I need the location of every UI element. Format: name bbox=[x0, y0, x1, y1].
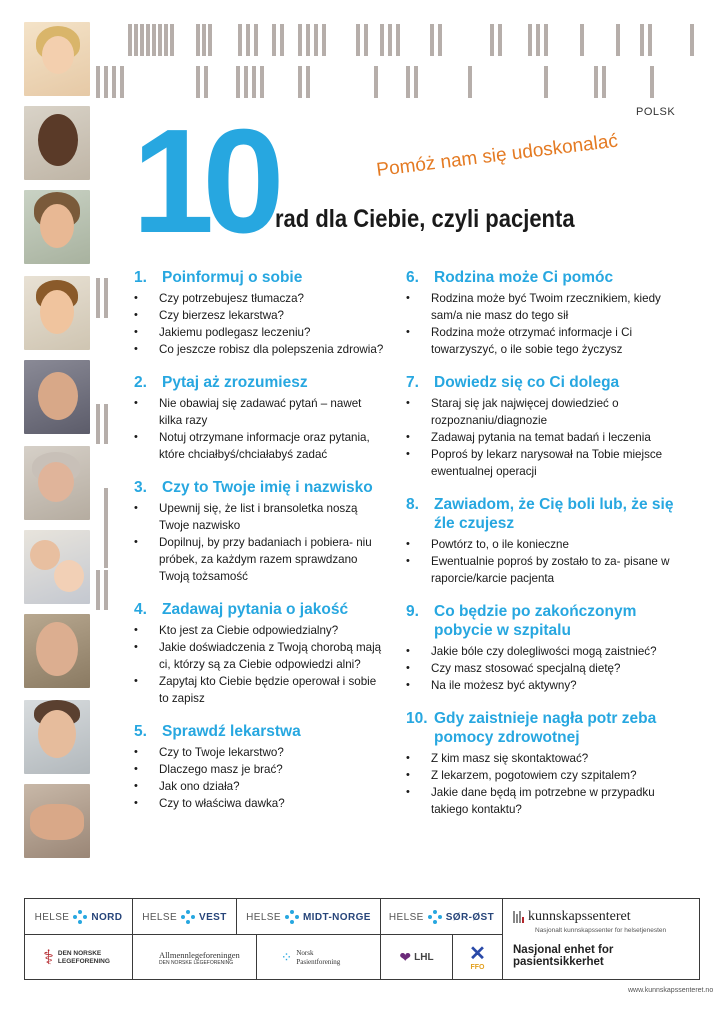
barcode-bar bbox=[648, 24, 652, 56]
barcode-bar bbox=[650, 66, 654, 98]
org-name: LHL bbox=[414, 952, 434, 963]
staff-icon: ⚕ bbox=[43, 947, 54, 969]
logo-legeforening bbox=[25, 935, 133, 980]
list-item: • Czy to Twoje lekarstwo? bbox=[134, 744, 384, 761]
barcode-bar bbox=[202, 24, 206, 56]
tip-title bbox=[406, 373, 676, 392]
barcode-bar bbox=[498, 24, 502, 56]
logo-pasientforening bbox=[257, 935, 381, 980]
list-item: • Staraj się jak najwięcej dowiedzieć o rozpoznaniu/diagnozie bbox=[406, 395, 676, 429]
barcode-bar bbox=[104, 278, 108, 318]
barcode-bar bbox=[536, 24, 540, 56]
tip-section bbox=[406, 709, 676, 818]
helse-prefix: HELSE bbox=[388, 911, 424, 923]
photo-old-man bbox=[24, 614, 90, 688]
barcode-bar bbox=[414, 66, 418, 98]
column-right bbox=[406, 268, 676, 833]
list-item: • Czy bierzesz lekarstwa? bbox=[134, 307, 384, 324]
barcode-bar bbox=[254, 24, 258, 56]
barcode-bar bbox=[356, 24, 360, 56]
barcode-bar bbox=[104, 66, 108, 98]
barcode-bar bbox=[306, 24, 310, 56]
tip-list bbox=[406, 643, 676, 694]
org-subname: Nasjonalt kunnskapssenter for helsetjenesten bbox=[535, 927, 667, 934]
bars-icon bbox=[513, 911, 524, 923]
barcode-bar bbox=[430, 24, 434, 56]
tip-number: 8. bbox=[406, 496, 419, 513]
tip-section bbox=[134, 478, 384, 585]
tip-section bbox=[406, 602, 676, 694]
tip-title bbox=[406, 268, 676, 287]
network-icon: ⁘ bbox=[280, 949, 293, 965]
list-item: • Kto jest za Ciebie odpowiedzialny? bbox=[134, 622, 384, 639]
list-item: • Powtórz to, o ile konieczne bbox=[406, 536, 676, 553]
photo-hands bbox=[24, 784, 90, 858]
tip-list bbox=[406, 290, 676, 358]
barcode-bar bbox=[396, 24, 400, 56]
barcode-bar bbox=[364, 24, 368, 56]
tagline: Pomóż nam się udoskonalać bbox=[375, 130, 619, 182]
org-name: Norsk Pasientforening bbox=[296, 948, 341, 966]
tip-number: 1. bbox=[134, 269, 147, 286]
barcode-bar bbox=[246, 24, 250, 56]
tip-title-text: Zawiadom, że Cię boli lub, że się źle czujesz bbox=[434, 496, 674, 532]
list-item: • Z lekarzem, pogotowiem czy szpitalem? bbox=[406, 767, 676, 784]
big-number: 10 bbox=[132, 99, 273, 264]
list-item: • Zadawaj pytania na temat badań i leczenia bbox=[406, 429, 676, 446]
list-item: • Czy potrzebujesz tłumacza? bbox=[134, 290, 384, 307]
barcode-bar bbox=[196, 66, 200, 98]
barcode-bar bbox=[96, 404, 100, 444]
barcode-bar bbox=[252, 66, 256, 98]
barcode-bar bbox=[374, 66, 378, 98]
tip-number: 10. bbox=[406, 710, 428, 727]
figure-icon: ✕ bbox=[469, 943, 486, 965]
tip-list bbox=[406, 395, 676, 480]
org-name: Allmennlegeforeningen bbox=[159, 949, 240, 960]
barcode-bar bbox=[544, 66, 548, 98]
heart-icon: ❤ bbox=[399, 949, 412, 965]
helse-region: SØR-ØST bbox=[445, 911, 495, 923]
list-item: • Zapytaj kto Ciebie będzie operował i sobie to zapisz bbox=[134, 673, 384, 707]
list-item: • Poproś by lekarz narysował na Tobie miejsce ewentualnej operacji bbox=[406, 446, 676, 480]
helse-prefix: HELSE bbox=[246, 911, 281, 923]
tip-number: 7. bbox=[406, 374, 419, 391]
barcode-bar bbox=[602, 66, 606, 98]
barcode-bar bbox=[96, 66, 100, 98]
column-left bbox=[134, 268, 384, 827]
barcode-bar bbox=[468, 66, 472, 98]
barcode-bar bbox=[388, 24, 392, 56]
barcode-bar bbox=[244, 66, 248, 98]
tip-title bbox=[406, 602, 676, 640]
tip-title bbox=[406, 495, 676, 533]
barcode-bar bbox=[640, 24, 644, 56]
photo-child-tube bbox=[24, 700, 90, 774]
tip-title-text: Co będzie po zakończonym pobycie w szpitalu bbox=[434, 603, 637, 639]
tip-section bbox=[406, 268, 676, 358]
tip-number: 2. bbox=[134, 374, 147, 391]
barcode-bar bbox=[236, 66, 240, 98]
barcode-bar bbox=[134, 24, 138, 56]
page-title: rad dla Ciebie, czyli pacjenta bbox=[275, 205, 575, 233]
barcode-bar bbox=[438, 24, 442, 56]
logo-lhl bbox=[381, 935, 453, 980]
barcode-bar bbox=[298, 24, 302, 56]
tip-number: 3. bbox=[134, 479, 147, 496]
logo-allmennlegeforeningen bbox=[133, 935, 257, 980]
dots-icon bbox=[73, 910, 87, 924]
barcode-bar bbox=[128, 24, 132, 56]
list-item: • Nie obawiaj się zadawać pytań – nawet kilka razy bbox=[134, 395, 384, 429]
barcode-bar bbox=[146, 24, 150, 56]
tip-title-text: Czy to Twoje imię i nazwisko bbox=[162, 479, 373, 496]
tip-list bbox=[134, 744, 384, 812]
website-link[interactable]: www.kunnskapssenteret.no bbox=[628, 987, 714, 994]
list-item: • Na ile możesz być aktywny? bbox=[406, 677, 676, 694]
tip-title-text: Dowiedz się co Ci dolega bbox=[434, 374, 620, 391]
tip-section bbox=[134, 722, 384, 812]
photo-woman bbox=[24, 190, 90, 264]
tip-section bbox=[134, 373, 384, 463]
tip-number: 4. bbox=[134, 601, 147, 618]
list-item: • Czy to właściwa dawka? bbox=[134, 795, 384, 812]
language-label: POLSK bbox=[636, 106, 676, 118]
logo-helse-midt-norge bbox=[237, 899, 381, 935]
tip-section bbox=[134, 268, 384, 358]
helse-prefix: HELSE bbox=[142, 911, 178, 923]
tip-title bbox=[134, 373, 384, 392]
list-item: • Czy masz stosować specjalną dietę? bbox=[406, 660, 676, 677]
list-item: • Upewnij się, że list i bransoletka noszą Twoje nazwisko bbox=[134, 500, 384, 534]
tip-title-text: Gdy zaistnieje nagła potr zeba pomocy zdrowotnej bbox=[434, 710, 657, 746]
org-name: FFO bbox=[470, 964, 485, 971]
barcode-bar bbox=[528, 24, 532, 56]
barcode-bar bbox=[196, 24, 200, 56]
barcode-bar bbox=[406, 66, 410, 98]
barcode-bar bbox=[314, 24, 318, 56]
barcode-bar bbox=[544, 24, 548, 56]
barcode-bar bbox=[104, 570, 108, 610]
photo-elderly-man bbox=[24, 360, 90, 434]
tip-title-text: Sprawdź lekarstwa bbox=[162, 723, 301, 740]
tip-title-text: Zadawaj pytania o jakość bbox=[162, 601, 349, 618]
partner-logos bbox=[24, 898, 700, 980]
tip-title-text: Poinformuj o sobie bbox=[162, 269, 303, 286]
photo-man bbox=[24, 106, 90, 180]
barcode-bar bbox=[690, 24, 694, 56]
barcode-bar bbox=[580, 24, 584, 56]
barcode-bar bbox=[204, 66, 208, 98]
unit-name: Nasjonal enhet for pasientsikkerhet bbox=[513, 944, 614, 968]
dots-icon bbox=[428, 910, 442, 924]
list-item: • Notuj otrzymane informacje oraz pytania, które chciałbyś/chciałabyś zadać bbox=[134, 429, 384, 463]
list-item: • Z kim masz się skontaktować? bbox=[406, 750, 676, 767]
list-item: • Rodzina może być Twoim rzecznikiem, kiedy sam/a nie masz do tego sił bbox=[406, 290, 676, 324]
org-name: kunnskapssenteret bbox=[528, 909, 631, 924]
tip-title bbox=[406, 709, 676, 747]
dots-icon bbox=[181, 910, 195, 924]
list-item: • Dlaczego masz je brać? bbox=[134, 761, 384, 778]
barcode-bar bbox=[298, 66, 302, 98]
photo-child bbox=[24, 22, 90, 96]
photo-boy bbox=[24, 276, 90, 350]
barcode-bar bbox=[104, 404, 108, 444]
tip-list bbox=[406, 750, 676, 818]
barcode-bar bbox=[380, 24, 384, 56]
logo-ffo bbox=[453, 935, 503, 980]
tip-list bbox=[134, 395, 384, 463]
logo-helse-vest bbox=[133, 899, 237, 935]
barcode-bar bbox=[170, 24, 174, 56]
photo-elderly-woman bbox=[24, 446, 90, 520]
org-name: DEN NORSKE LEGEFORENING bbox=[57, 949, 110, 965]
list-item: • Co jeszcze robisz dla polepszenia zdrowia? bbox=[134, 341, 384, 358]
barcode-bar bbox=[238, 24, 242, 56]
barcode-bar bbox=[594, 66, 598, 98]
org-row bbox=[25, 935, 503, 980]
barcode-bar bbox=[280, 24, 284, 56]
list-item: • Rodzina może otrzymać informacje i Ci towarzyszyć, o ile sobie tego życzysz bbox=[406, 324, 676, 358]
helse-region: NORD bbox=[91, 911, 123, 923]
barcode-bar bbox=[104, 488, 108, 528]
tip-title bbox=[134, 600, 384, 619]
barcode-bar bbox=[164, 24, 168, 56]
barcode-bar bbox=[112, 66, 116, 98]
barcode-bar bbox=[104, 528, 108, 568]
logo-helse-nord bbox=[25, 899, 133, 935]
barcode-bar bbox=[140, 24, 144, 56]
org-subname: DEN NORSKE LEGEFORENING bbox=[159, 959, 234, 966]
barcode-bar bbox=[120, 66, 124, 98]
barcode-bar bbox=[96, 570, 100, 610]
helse-region: VEST bbox=[199, 911, 227, 923]
helse-prefix: HELSE bbox=[34, 911, 70, 923]
barcode-bar bbox=[260, 66, 264, 98]
tip-title-text: Rodzina może Ci pomóc bbox=[434, 269, 614, 286]
barcode-bar bbox=[490, 24, 494, 56]
barcode-bar bbox=[96, 278, 100, 318]
tip-number: 6. bbox=[406, 269, 419, 286]
tip-title bbox=[134, 268, 384, 287]
tip-list bbox=[134, 290, 384, 358]
barcode-bar bbox=[208, 24, 212, 56]
barcode-bar bbox=[272, 24, 276, 56]
barcode-bar bbox=[616, 24, 620, 56]
tip-title-text: Pytaj aż zrozumiesz bbox=[162, 374, 308, 391]
tip-title bbox=[134, 722, 384, 741]
list-item: • Jakie doświadczenia z Twoją chorobą mają ci, którzy są za Ciebie odpowiedzi alni? bbox=[134, 639, 384, 673]
tip-title bbox=[134, 478, 384, 497]
list-item: • Ewentualnie poproś by zostało to za- pisane w raporcie/karcie pacjenta bbox=[406, 553, 676, 587]
tip-section bbox=[406, 495, 676, 587]
tip-list bbox=[134, 500, 384, 585]
tip-list bbox=[134, 622, 384, 707]
tip-number: 9. bbox=[406, 603, 419, 620]
list-item: • Jak ono działa? bbox=[134, 778, 384, 795]
barcode-bar bbox=[306, 66, 310, 98]
list-item: • Jakie dane będą im potrzebne w przypadku takiego kontaktu? bbox=[406, 784, 676, 818]
barcode-bar bbox=[322, 24, 326, 56]
dots-icon bbox=[285, 910, 299, 924]
helse-row bbox=[25, 899, 503, 935]
helse-region: MIDT-NORGE bbox=[302, 911, 371, 923]
barcode-bar bbox=[152, 24, 156, 56]
tip-section bbox=[406, 373, 676, 480]
list-item: • Jakiemu podlegasz leczeniu? bbox=[134, 324, 384, 341]
list-item: • Dopilnuj, by przy badaniach i pobiera- niu próbek, za każdym razem sprawdzano Twoją tożsamość bbox=[134, 534, 384, 585]
tip-section bbox=[134, 600, 384, 707]
logo-helse-sor-ost bbox=[381, 899, 503, 935]
tip-number: 5. bbox=[134, 723, 147, 740]
logo-kunnskapssenteret bbox=[503, 899, 700, 979]
list-item: • Jakie bóle czy dolegliwości mogą zaistnieć? bbox=[406, 643, 676, 660]
photo-baby bbox=[24, 530, 90, 604]
tip-list bbox=[406, 536, 676, 587]
barcode-bar bbox=[158, 24, 162, 56]
